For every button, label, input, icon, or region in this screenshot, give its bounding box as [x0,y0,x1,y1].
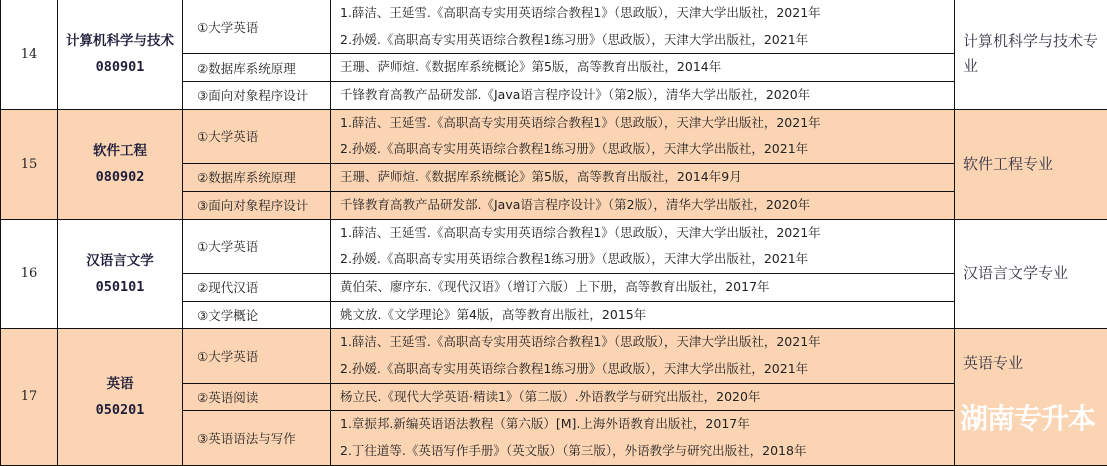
major-cell [58,219,183,329]
table-row [1,219,1107,273]
book-entry: 2.孙媛.《高职高专实用英语综合教程1练习册》（思政版），天津大学出版社，2021年 [340,27,954,54]
subject-name: ①大学英语 [183,329,331,383]
major-code: 050201 [58,397,182,423]
reference-books [331,383,955,411]
reference-books [331,54,955,82]
reference-books [331,0,955,54]
book-entry: 王珊、萨师煊.《数据库系统概论》第5版，高等教育出版社，2014年9月 [340,164,954,191]
reference-books [331,411,955,465]
book-entry: 黄伯荣、廖序东.《现代汉语》（增订六版）上下册，高等教育出版社，2017年 [340,274,954,301]
target-major: 计算机科学与技术专业 [955,0,1107,109]
reference-books [331,164,955,192]
book-entry: 2.孙媛.《高职高专实用英语综合教程1练习册》（思政版），天津大学出版社，2021年 [340,356,954,383]
book-entry: 2.孙媛.《高职高专实用英语综合教程1练习册》（思政版），天津大学出版社，2021年 [340,136,954,163]
book-entry: 千锋教育高教产品研发部.《Java语言程序设计》（第2版），清华大学出版社，2020年 [340,82,954,109]
target-major: 软件工程专业 [955,109,1107,219]
target-major: 英语专业 [955,329,1107,465]
reference-books [331,191,955,219]
subject-name: ③面向对象程序设计 [183,82,331,110]
subject-name: ②英语阅读 [183,383,331,411]
subject-name: ③英语语法与写作 [183,411,331,465]
target-major: 汉语言文学专业 [955,219,1107,329]
subject-name: ①大学英语 [183,219,331,273]
book-entry: 1.薛洁、王延雪.《高职高专实用英语综合教程1》（思政版），天津大学出版社，2021年 [340,220,954,247]
subject-name: ①大学英语 [183,109,331,163]
book-entry: 1.薛洁、王延雪.《高职高专实用英语综合教程1》（思政版），天津大学出版社，2021年 [340,0,954,27]
major-name: 汉语言文学 [58,248,182,274]
subject-name: ①大学英语 [183,0,331,54]
major-code: 080901 [58,54,182,80]
reference-books [331,82,955,110]
major-cell [58,109,183,219]
subject-name: ②数据库系统原理 [183,164,331,192]
reference-books [331,301,955,329]
book-entry: 千锋教育高教产品研发部.《Java语言程序设计》（第2版），清华大学出版社，2020年 [340,192,954,219]
major-name: 英语 [58,371,182,397]
reference-books [331,219,955,273]
reference-books [331,329,955,383]
book-entry: 1.章振邦.新编英语语法教程（第六版）[M].上海外语教育出版社，2017年 [340,411,954,438]
row-number: 17 [1,329,58,465]
major-code: 050101 [58,274,182,300]
book-entry: 王珊、萨师煊.《数据库系统概论》第5版，高等教育出版社，2014年 [340,54,954,81]
reference-books [331,273,955,301]
row-number: 14 [1,0,58,109]
major-name: 软件工程 [58,138,182,164]
table-row [1,329,1107,383]
row-number: 16 [1,219,58,329]
subject-name: ②数据库系统原理 [183,54,331,82]
reference-books [331,109,955,163]
row-number: 15 [1,109,58,219]
major-code: 080902 [58,164,182,190]
watermark-logo: 湖南专升本 [960,402,1095,436]
table-row [1,109,1107,163]
book-entry: 1.薛洁、王延雪.《高职高专实用英语综合教程1》（思政版），天津大学出版社，2021年 [340,110,954,137]
subject-name: ③文学概论 [183,301,331,329]
book-entry: 2.丁往道等.《英语写作手册》（英文版）（第三版），外语教学与研究出版社，2018年 [340,438,954,465]
subject-name: ③面向对象程序设计 [183,191,331,219]
subject-name: ②现代汉语 [183,273,331,301]
major-cell [58,329,183,465]
book-entry: 1.薛洁、王延雪.《高职高专实用英语综合教程1》（思政版），天津大学出版社，2021年 [340,329,954,356]
book-entry: 杨立民.《现代大学英语·精读1》（第二版）.外语教学与研究出版社，2020年 [340,384,954,411]
book-entry: 2.孙媛.《高职高专实用英语综合教程1练习册》（思政版），天津大学出版社，2021年 [340,246,954,273]
major-cell [58,0,183,109]
major-name: 计算机科学与技术 [58,28,182,54]
book-entry: 姚文放.《文学理论》第4版，高等教育出版社，2015年 [340,302,954,329]
table-row [1,0,1107,54]
